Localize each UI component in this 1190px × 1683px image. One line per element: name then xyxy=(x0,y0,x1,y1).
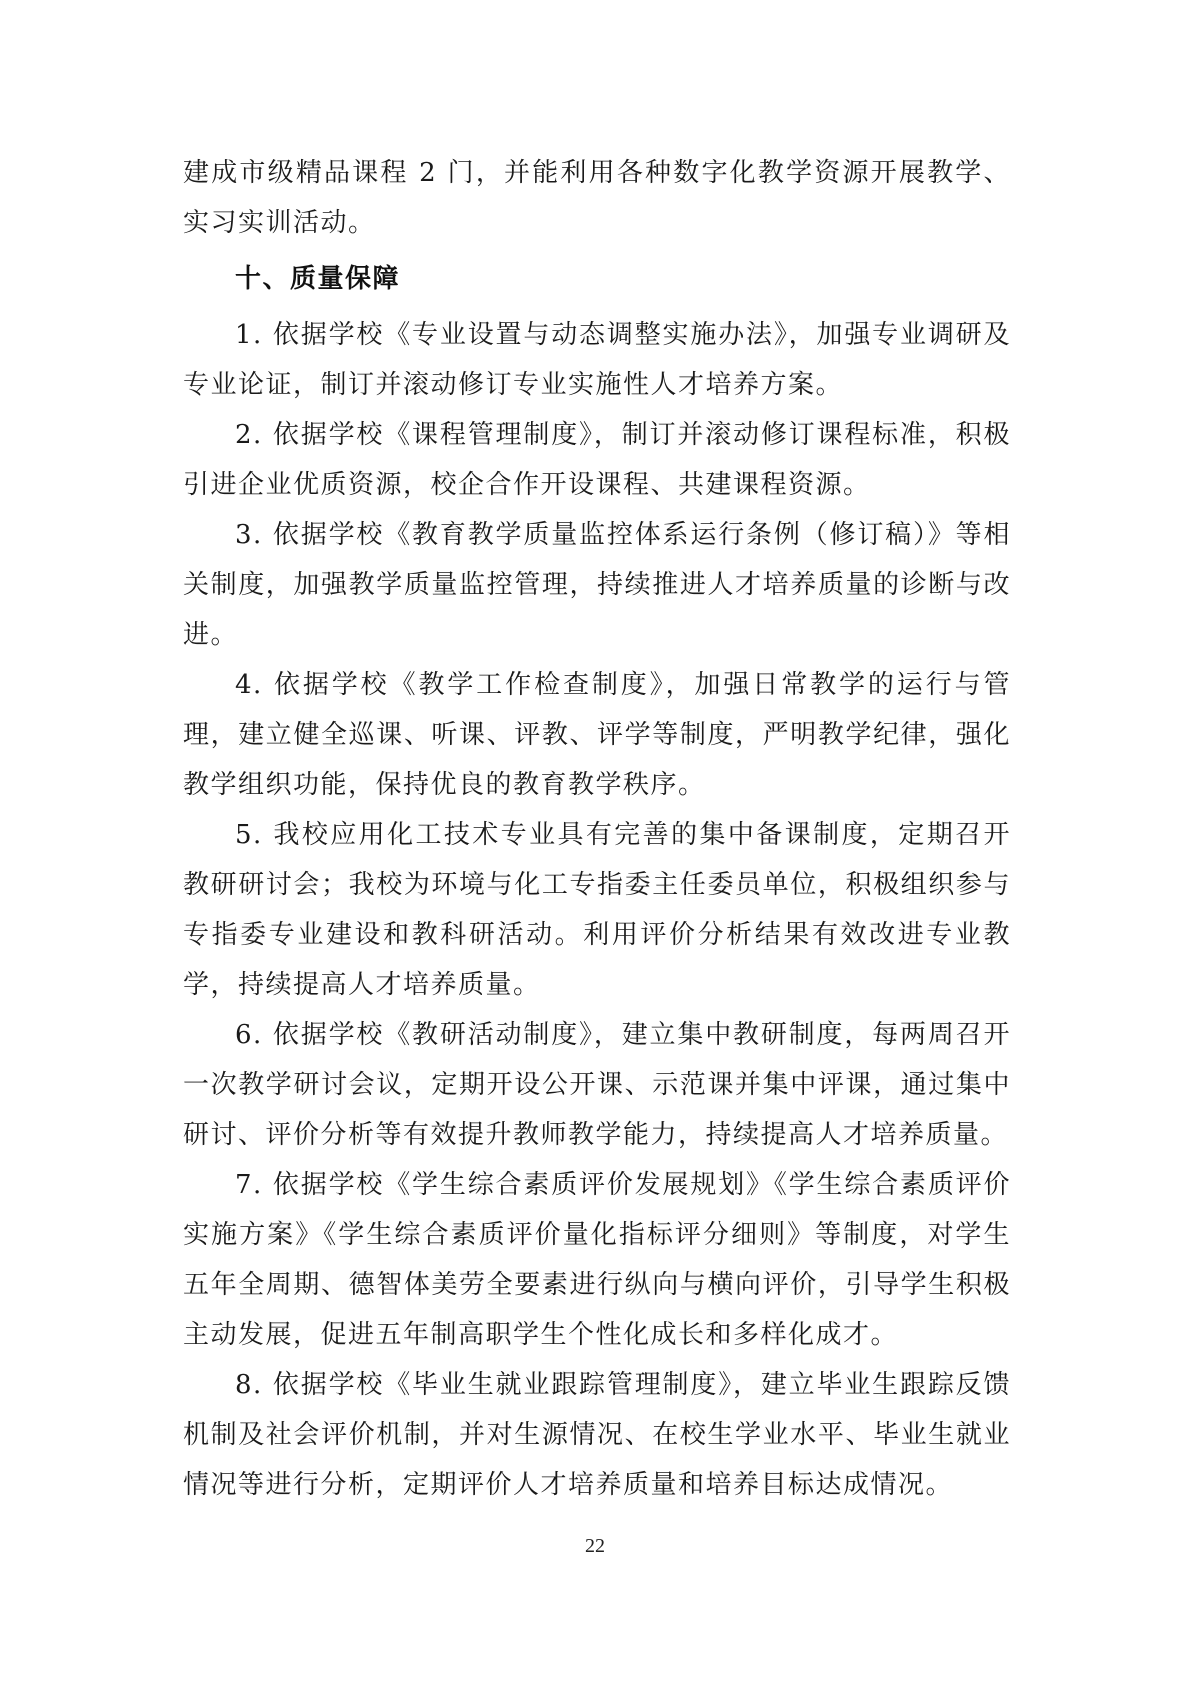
paragraph-2: 2. 依据学校《课程管理制度》，制订并滚动修订课程标准，积极引进企业优质资源，校企合作开设课程、共建课程资源。 xyxy=(183,420,1011,500)
section-heading: 十、质量保障 xyxy=(235,264,401,294)
paragraph-7: 7. 依据学校《学生综合素质评价发展规划》《学生综合素质评价实施方案》《学生综合素质评价量化指标评分细则》等制度，对学生五年全周期、德智体美劳全要素进行纵向与横向评价，引导学生积极主动发展，促进五年制高职学生个性化成长和多样化成才。 xyxy=(183,1170,1011,1350)
paragraph-1: 1. 依据学校《专业设置与动态调整实施办法》，加强专业调研及专业论证，制订并滚动修订专业实施性人才培养方案。 xyxy=(183,320,1011,400)
paragraph-3: 3. 依据学校《教育教学质量监控体系运行条例（修订稿）》等相关制度，加强教学质量监控管理，持续推进人才培养质量的诊断与改进。 xyxy=(183,520,1011,650)
paragraph-6: 6. 依据学校《教研活动制度》，建立集中教研制度，每两周召开一次教学研讨会议，定期开设公开课、示范课并集中评课，通过集中研讨、评价分析等有效提升教师教学能力，持续提高人才培养质量。 xyxy=(183,1020,1011,1150)
paragraph-5: 5. 我校应用化工技术专业具有完善的集中备课制度，定期召开教研研讨会；我校为环境与化工专指委主任委员单位，积极组织参与专指委专业建设和教科研活动。利用评价分析结果有效改进专业教学，持续提高人才培养质量。 xyxy=(183,820,1011,1000)
page-number: 22 xyxy=(585,1535,605,1557)
page-content xyxy=(183,148,1011,1510)
paragraph-4: 4. 依据学校《教学工作检查制度》，加强日常教学的运行与管理，建立健全巡课、听课、评教、评学等制度，严明教学纪律，强化教学组织功能，保持优良的教育教学秩序。 xyxy=(183,670,1011,800)
paragraph-8: 8. 依据学校《毕业生就业跟踪管理制度》，建立毕业生跟踪反馈机制及社会评价机制，并对生源情况、在校生学业水平、毕业生就业情况等进行分析，定期评价人才培养质量和培养目标达成情况。 xyxy=(183,1370,1011,1500)
intro-paragraph: 建成市级精品课程 2 门，并能利用各种数字化教学资源开展教学、实习实训活动。 xyxy=(183,158,1011,238)
